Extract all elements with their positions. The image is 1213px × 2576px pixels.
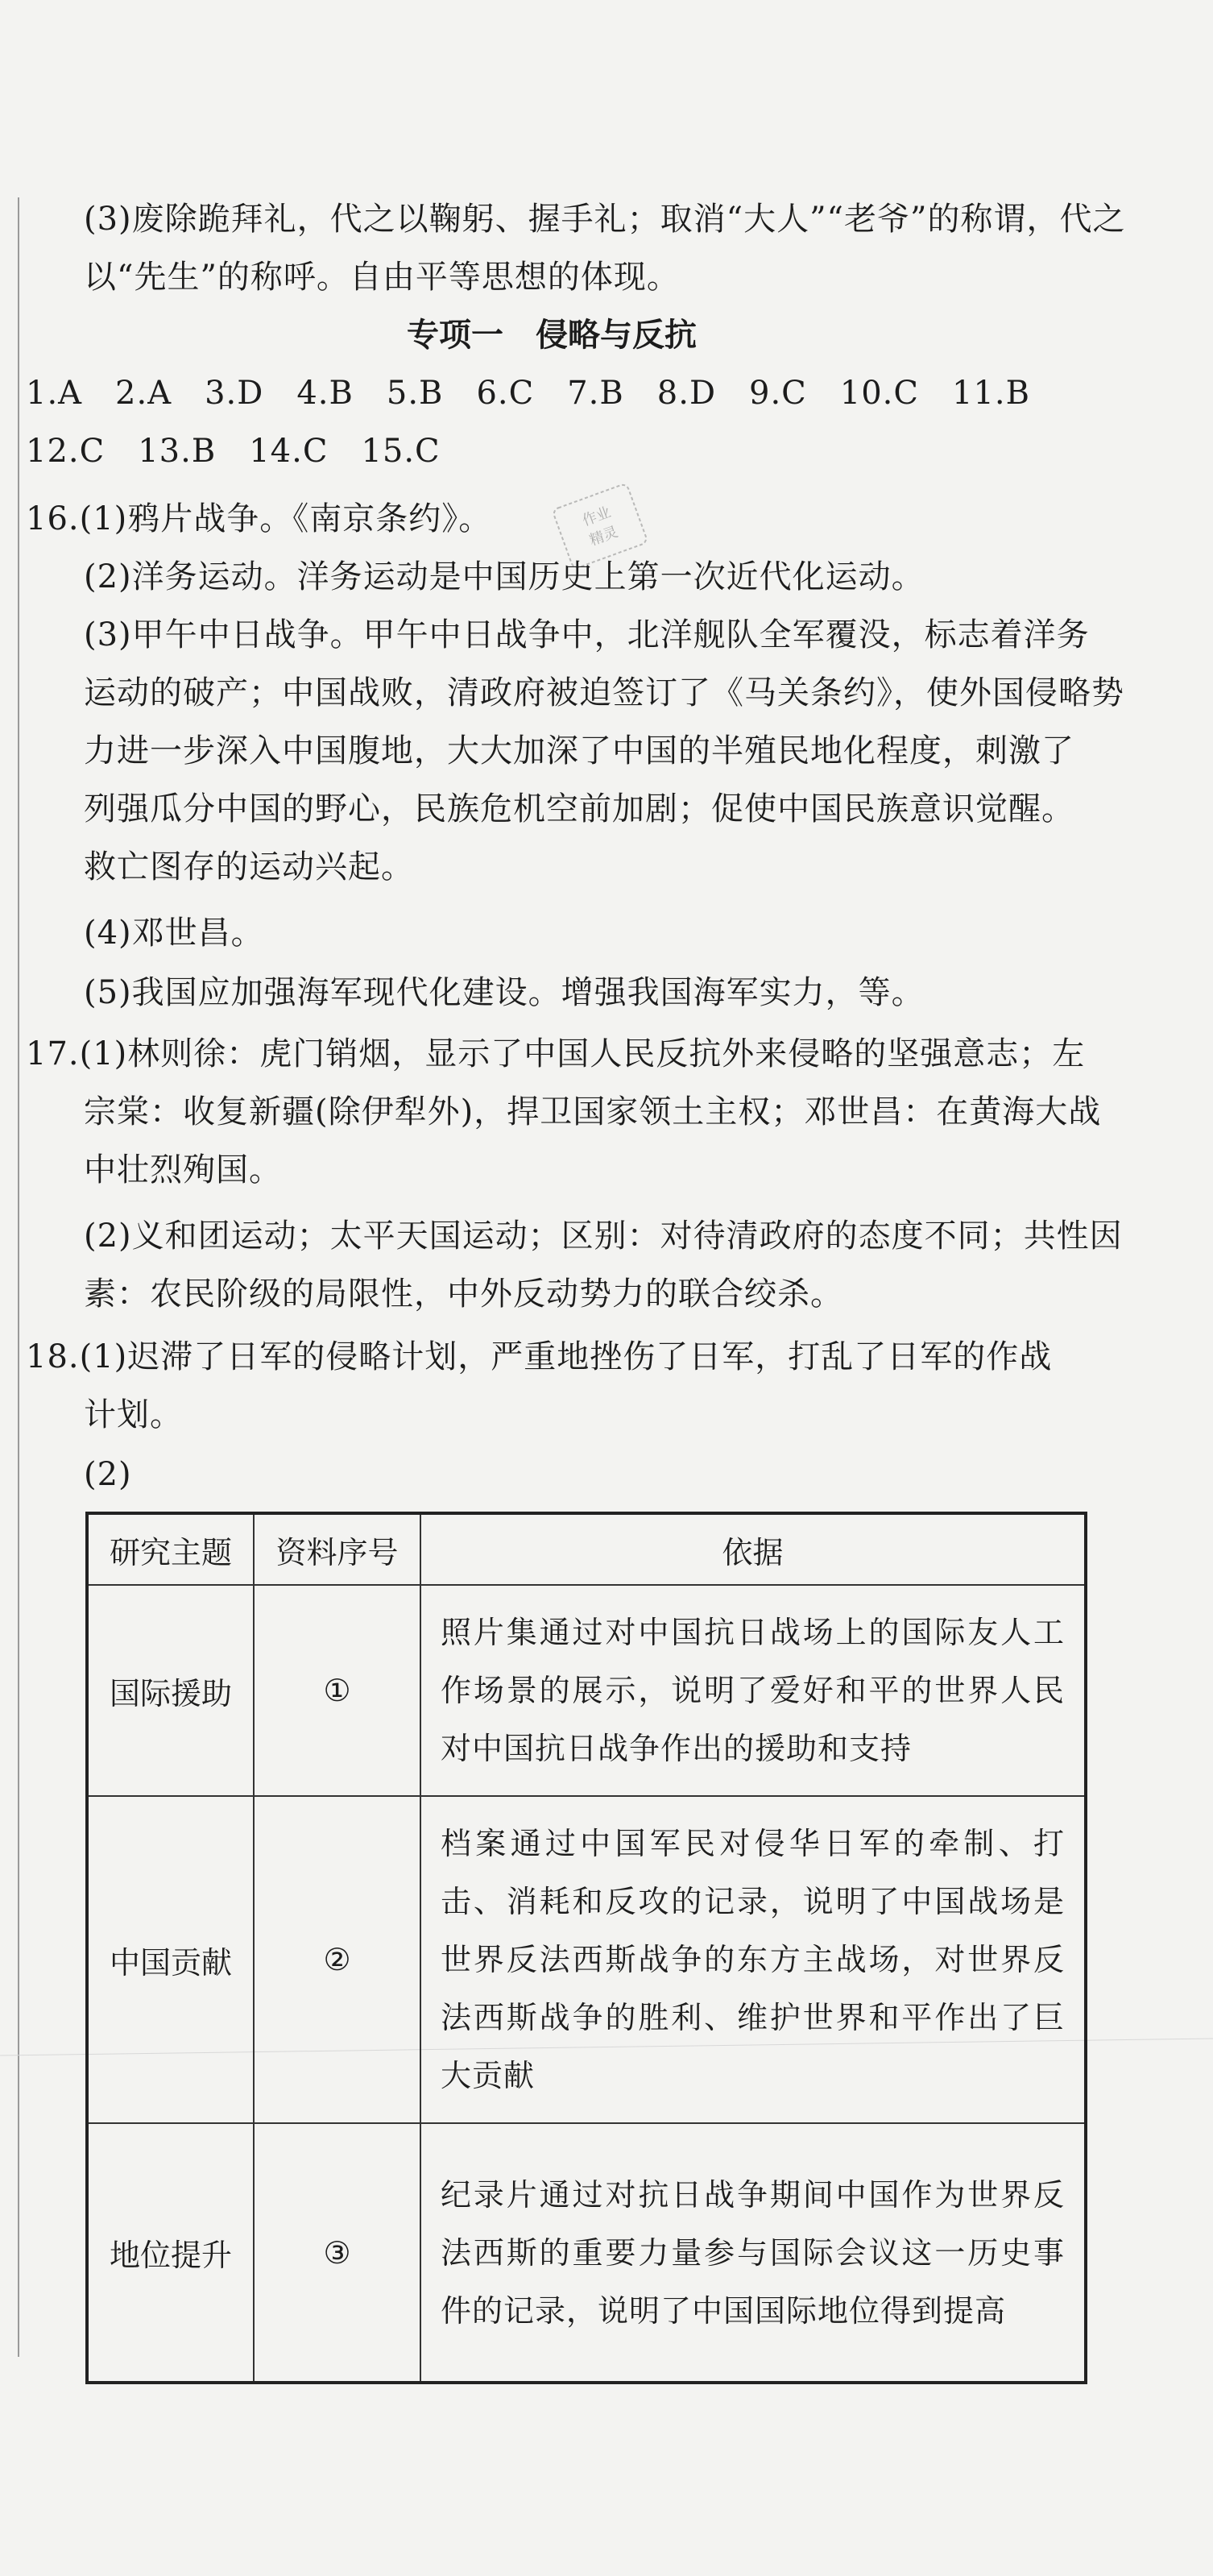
intro-line-1: (3)废除跪拜礼，代之以鞠躬、握手礼；取消“大人”“老爷”的称谓，代之 xyxy=(84,201,1126,238)
table-cell-topic: 国际援助 xyxy=(87,1585,254,1796)
mc-answers-row-2: 12.C 13.B 14.C 15.C xyxy=(26,433,441,470)
table-cell-ref: ① xyxy=(254,1585,420,1796)
q17-part1-line-3: 中壮烈殉国。 xyxy=(84,1151,282,1188)
q17-part2-line-1: (2)义和团运动；太平天国运动；区别：对待清政府的态度不同；共性因 xyxy=(84,1217,1123,1255)
q17-part1-line-2: 宗棠：收复新疆(除伊犁外)，捍卫国家领土主权；邓世昌：在黄海大战 xyxy=(84,1093,1102,1130)
stamp-text-2: 精灵 xyxy=(587,523,621,550)
q16-part1: 16.(1)鸦片战争。《南京条约》。 xyxy=(26,500,492,537)
table-cell-basis: 照片集通过对中国抗日战场上的国际友人工作场景的展示，说明了爱好和平的世界人民对中国抗日战争作出的援助和支持 xyxy=(420,1585,1086,1796)
table-row xyxy=(87,1585,1086,1796)
table-cell-basis: 档案通过中国军民对侵华日军的牵制、打击、消耗和反攻的记录，说明了中国战场是世界反法西斯战争的东方主战场，对世界反法西斯战争的胜利、维护世界和平作出了巨大贡献 xyxy=(420,1796,1086,2123)
table-row xyxy=(87,1796,1086,2123)
q16-part5: (5)我国应加强海军现代化建设。增强我国海军实力，等。 xyxy=(84,974,925,1011)
q17-part1-line-1: 17.(1)林则徐：虎门销烟，显示了中国人民反抗外来侵略的坚强意志；左 xyxy=(26,1035,1086,1072)
q16-part2: (2)洋务运动。洋务运动是中国历史上第一次近代化运动。 xyxy=(84,558,925,595)
table-cell-topic: 地位提升 xyxy=(87,2123,254,2383)
margin-rule xyxy=(18,197,19,2357)
section-title: 专项一 侵略与反抗 xyxy=(407,317,697,354)
table-row xyxy=(87,2123,1086,2383)
table-cell-topic: 中国贡献 xyxy=(87,1796,254,2123)
table-cell-ref: ③ xyxy=(254,2123,420,2383)
q18-part1-line-2: 计划。 xyxy=(84,1396,183,1433)
table-cell-basis: 纪录片通过对抗日战争期间中国作为世界反法西斯的重要力量参与国际会议这一历史事件的记录，说明了中国国际地位得到提高 xyxy=(420,2123,1086,2383)
answer-table xyxy=(85,1512,1087,2384)
table-header-row xyxy=(87,1513,1086,1585)
q18-part2: (2) xyxy=(84,1456,132,1493)
q16-part3-line-2: 运动的破产；中国战败，清政府被迫签订了《马关条约》，使外国侵略势 xyxy=(84,674,1124,711)
table-header-topic: 研究主题 xyxy=(87,1513,254,1585)
q16-part4: (4)邓世昌。 xyxy=(84,915,264,952)
q16-part3-line-3: 力进一步深入中国腹地，大大加深了中国的半殖民地化程度，刺激了 xyxy=(84,732,1074,769)
q16-part3-line-4: 列强瓜分中国的野心，民族危机空前加剧；促使中国民族意识觉醒。 xyxy=(84,790,1074,828)
stamp-text-1: 作业 xyxy=(580,504,614,530)
q16-part3-line-5: 救亡图存的运动兴起。 xyxy=(84,848,414,886)
q17-part2-line-2: 素：农民阶级的局限性，中外反动势力的联合绞杀。 xyxy=(84,1276,843,1313)
q16-part3-line-1: (3)甲午中日战争。甲午中日战争中，北洋舰队全军覆没，标志着洋务 xyxy=(84,616,1090,653)
q18-part1-line-1: 18.(1)迟滞了日军的侵略计划，严重地挫伤了日军，打乱了日军的作战 xyxy=(26,1338,1053,1375)
mc-answers-row-1: 1.A 2.A 3.D 4.B 5.B 6.C 7.B 8.D 9.C 10.C 11.B xyxy=(26,375,1031,412)
table-header-ref: 资料序号 xyxy=(254,1513,420,1585)
intro-line-2: 以“先生”的称呼。自由平等思想的体现。 xyxy=(84,259,680,296)
table-cell-ref: ② xyxy=(254,1796,420,2123)
table-header-basis: 依据 xyxy=(420,1513,1086,1585)
